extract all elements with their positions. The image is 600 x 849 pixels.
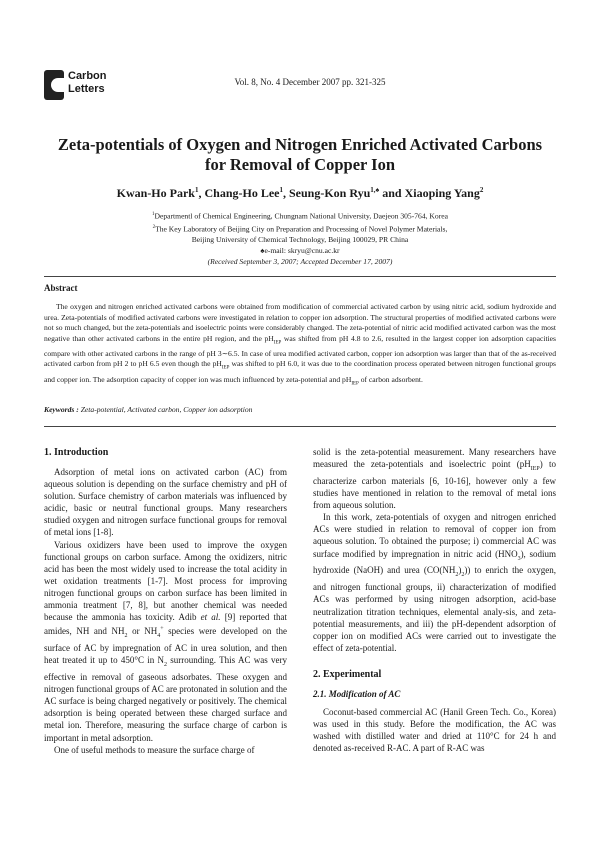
- author-affil-mark: 1: [279, 186, 283, 194]
- abs-run: was shifted to pH 6.0, it was due to the coordination process operated between nitrogen functional groups and copper ion. The adsorption capacity of copper ion was much influenced by zeta-potential and pH: [44, 359, 556, 384]
- text-sub: 3: [517, 555, 521, 562]
- text-run: In this work, zeta-potentials of oxygen and nitrogen enriched ACs were studied in relation to removal of copper ion from aqueous solution. To obtained the purpose; i) commercial AC was surface modified by impregnation in nitric acid (HNO: [313, 512, 556, 559]
- experimental-paragraph-1: Coconut-based commercial AC (Hanil Green Tech. Co., Korea) was used in this study. Before the modification, the AC was washed with distilled water and dried at 110°C for 24 h and denoted as-received R-AC. A part of R-AC was: [313, 706, 556, 754]
- text-run: surrounding. This AC was very effective in removal of gaseous adsorbates. These oxygen and nitrogen functional groups of AC are protonated in solution and the AC surface is being charged negatively or positively. The chemical adsorption is being operated between these charged surface and metal ion. Therefore, measuring the surface charge of carbon is important in metal adsorption.: [44, 655, 287, 743]
- text-sub: 4: [157, 633, 161, 640]
- text-run: species were developed on the surface of AC by impregnation of AC in urea solution, and then heat treated it up to 450°C in N: [44, 626, 287, 666]
- author-name: Seung-Kon Ryu: [288, 186, 371, 200]
- keywords-label: Keywords :: [44, 405, 79, 414]
- abs-sub: IEP: [351, 381, 359, 387]
- title-line-1: Zeta-potentials of Oxygen and Nitrogen Enriched Activated Carbons: [57, 135, 543, 154]
- corresponding-email[interactable]: ♠e-mail: skryu@cnu.ac.kr: [260, 246, 340, 256]
- text-sub: 2: [164, 662, 168, 668]
- text-run: et al.: [200, 612, 221, 623]
- abs-sub: IEP: [221, 366, 230, 371]
- section-heading-introduction: 1. Introduction: [44, 447, 109, 458]
- intro-paragraph-3: One of useful methods to measure the surface charge of: [54, 744, 255, 755]
- text-run: [9] reported that amides, NH and NH: [44, 612, 288, 637]
- affil-text: The Key Laboratory of Beijing City on Preparation and Processing of Novel Polymer Materials,: [155, 224, 448, 234]
- author-separator: ,: [282, 186, 289, 200]
- author-separator: and: [379, 186, 405, 200]
- intro-paragraph-3-cont: [313, 446, 556, 511]
- author-name: Kwan-Ho Park: [116, 186, 195, 200]
- title-line-2: for Removal of Copper Ion: [204, 155, 396, 174]
- author-separator: ,: [198, 186, 205, 200]
- paper-title: [40, 135, 560, 175]
- affil-text: Departmentl of Chemical Engineering, Chungnam National University, Daejeon 305-764, Korea: [154, 211, 448, 221]
- keywords-value: Zeta-potential, Activated carbon, Copper ion adsorption: [78, 405, 253, 414]
- affiliation-2: [40, 222, 560, 235]
- spacer: [313, 654, 556, 668]
- abstract-heading: Abstract: [44, 283, 78, 293]
- author-name: Xiaoping Yang: [404, 186, 480, 200]
- abs-run: was shifted from pH 4.8 to 2.6, resulted in the largest copper ion adsorption capacities compare with other activated carbons in the range of pH 3∼6.5. In case of urea modified activated carbon, copper ion adsorption was larger than that of the as-received activated carbon from pH 2 to pH 6.5 even though the pH: [44, 333, 556, 369]
- text-run: )) to enrich the oxygen, and nitrogen functional groups, ii) characterization of modified ACs was performed by using nitrogen adsorption, acid-base neutralization titration techniques, elemental analy-sis, and zeta-potential measurements, and iii) the pH-dependent adsorption of copper ion on modified ACs were carried out to investigate the effect of zeta-potential.: [313, 565, 556, 653]
- author-affil-mark: 1,♠: [370, 186, 380, 194]
- text-sub: 2: [455, 572, 459, 579]
- affil-mark: 2: [152, 224, 156, 230]
- logo-line-1: Carbon: [68, 70, 107, 82]
- right-column: [313, 446, 556, 754]
- text-run: Various oxidizers have been used to improve the oxygen functional groups on carbon surface. Among the oxidizers, nitric acid has been the most widely used to increase the total acidity in wet oxidation treatments [1-7]. Most process for improving nitrogen functional groups on carbon surface has been limited in ammonia treatment [7, 8], but another chemical was needed because the ammonia has toxicity. Adib: [44, 539, 287, 623]
- text-sub: 2: [124, 633, 128, 640]
- text-run: solid is the zeta-potential measurement. Many researchers have measured the zeta-potentials and isoelectric point (pH: [313, 447, 556, 470]
- text-sup: +: [160, 626, 164, 633]
- affiliation-1: [40, 209, 560, 222]
- text-run: ), sodium hydroxide (NaOH) and urea (CO(NH: [313, 548, 556, 576]
- text-run: ) to characterize carbon materials [6, 10-16], however only a few studies have mentioned in relation to the removal of metal ions from aqueous solution.: [313, 459, 556, 511]
- abstract-text: [44, 302, 556, 390]
- left-column: [44, 446, 287, 756]
- intro-paragraph-1: Adsorption of metal ions on activated carbon (AC) from aqueous solution is depending on the surface chemistry and pH of solution. Surface chemistry of carbon materials was influenced by acidic, basic or neutral functional groups. Many researchers studied oxygen and nitrogen surface functional groups for removal of metal ions [1-8].: [44, 467, 287, 538]
- intro-paragraph-4: [313, 511, 556, 654]
- text-run: ): [458, 565, 462, 576]
- abs-run: of carbon adsorbent.: [358, 374, 423, 384]
- affiliation-2b: Beijing University of Chemical Technology, Beijing 100029, PR China: [191, 235, 409, 245]
- abs-sub: IEP: [273, 340, 282, 346]
- abs-run: The oxygen and nitrogen enriched activated carbons were obtained from modification of commercial activated carbon by using nitric acid, sodium hydroxide and urea. Zeta-potentials of modified activated carbons were investigated in relation to copper ion adsorption. The structural properties of modified activated carbons were not so much changed, but the zeta-potentials and isoelectric points were considerably changed. The zeta-potential of nitric acid modified activated carbon was the most negative than other activated carbons in the entire pH region, and the pH: [44, 302, 556, 343]
- text-sub: IEP: [530, 465, 540, 472]
- abstract-section: [44, 276, 556, 427]
- author-name: Chang-Ho Lee: [204, 186, 280, 200]
- keywords: [44, 405, 252, 414]
- intro-paragraph-2: [44, 539, 287, 744]
- text-run: or NH: [127, 626, 158, 637]
- received-dates: (Received September 3, 2007; Accepted December 17, 2007): [207, 257, 393, 267]
- logo-line-2: Letters: [68, 83, 105, 95]
- section-heading-experimental: 2. Experimental: [313, 668, 382, 680]
- subsection-heading-modification: 2.1. Modification of AC: [313, 688, 401, 699]
- journal-info: Vol. 8, No. 4 December 2007 pp. 321-325: [234, 77, 386, 87]
- author-list: [40, 186, 560, 201]
- text-sub: 2: [461, 572, 465, 579]
- author-affil-mark: 1: [194, 186, 199, 194]
- affiliations: [40, 209, 560, 267]
- affil-mark: 1: [152, 212, 155, 217]
- author-affil-mark: 2: [479, 186, 484, 194]
